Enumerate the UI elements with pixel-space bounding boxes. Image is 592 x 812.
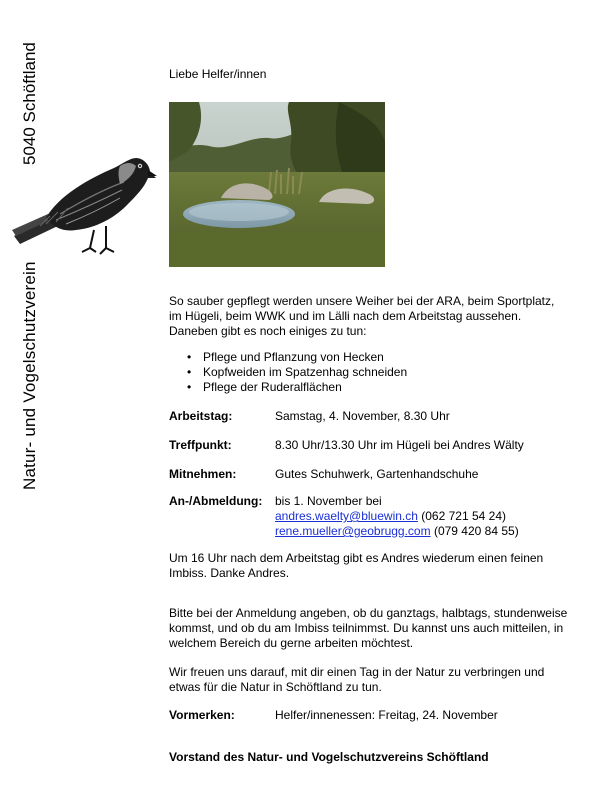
contact-1-email-link[interactable]: andres.waelty@bluewin.ch <box>275 509 418 523</box>
freude-paragraph: Wir freuen uns darauf, mit dir einen Tag in der Natur zu verbringen und etwas für die Natur in Schöftland zu tun. <box>169 665 545 694</box>
anmeldung-label: An-/Abmeldung: <box>169 494 263 508</box>
vormerken-value: Helfer/innenessen: Freitag, 24. November <box>275 708 498 722</box>
arbeitstag-label: Arbeitstag: <box>169 409 233 423</box>
anmeldung-deadline: bis 1. November bei <box>275 494 382 508</box>
arbeitstag-value: Samstag, 4. November, 8.30 Uhr <box>275 409 450 423</box>
vormerken-label: Vormerken: <box>169 708 235 722</box>
org-name-vertical: Natur- und Vogelschutzverein <box>20 261 39 490</box>
contact-2 <box>275 524 519 539</box>
greeting: Liebe Helfer/innen <box>169 67 267 81</box>
contact-2-phone: (079 420 84 55) <box>433 524 519 538</box>
org-place-vertical: 5040 Schöftland <box>20 42 39 165</box>
treffpunkt-value: 8.30 Uhr/13.30 Uhr im Hügeli bei Andres Wälty <box>275 438 524 452</box>
list-item: • Kopfweiden im Spatzenhag schneiden <box>187 365 407 380</box>
list-item: • Pflege der Ruderalflächen <box>187 380 407 395</box>
task-list <box>187 350 407 395</box>
pond-photo <box>169 102 385 267</box>
signature: Vorstand des Natur- und Vogelschutzvereins Schöftland <box>169 750 489 764</box>
contact-2-email-link[interactable]: rene.mueller@geobrugg.com <box>275 524 431 538</box>
list-item: • Pflege und Pflanzung von Hecken <box>187 350 407 365</box>
jackdaw-logo <box>10 144 158 256</box>
mitnehmen-label: Mitnehmen: <box>169 467 237 481</box>
treffpunkt-label: Treffpunkt: <box>169 438 232 452</box>
contact-1-phone: (062 721 54 24) <box>421 509 506 523</box>
hinweis-paragraph: Bitte bei der Anmeldung angeben, ob du ganztags, halbtags, stundenweise kommst, und ob du am Imbiss teilnimmst. Du kannst uns auch mitteilen, in welchem Bereich du gerne arbeiten möchtest. <box>169 606 568 650</box>
imbiss-paragraph: Um 16 Uhr nach dem Arbeitstag gibt es Andres wiederum einen feinen Imbiss. Danke Andres. <box>169 551 544 580</box>
intro-paragraph: So sauber gepflegt werden unsere Weiher bei der ARA, beim Sportplatz, im Hügeli, beim WWK und im Lälli nach dem Arbeitstag aussehen. Daneben gibt es noch einiges zu tun: <box>169 294 555 338</box>
mitnehmen-value: Gutes Schuhwerk, Gartenhandschuhe <box>275 467 479 481</box>
contact-1 <box>275 509 519 524</box>
anmeldung-details <box>275 494 519 539</box>
